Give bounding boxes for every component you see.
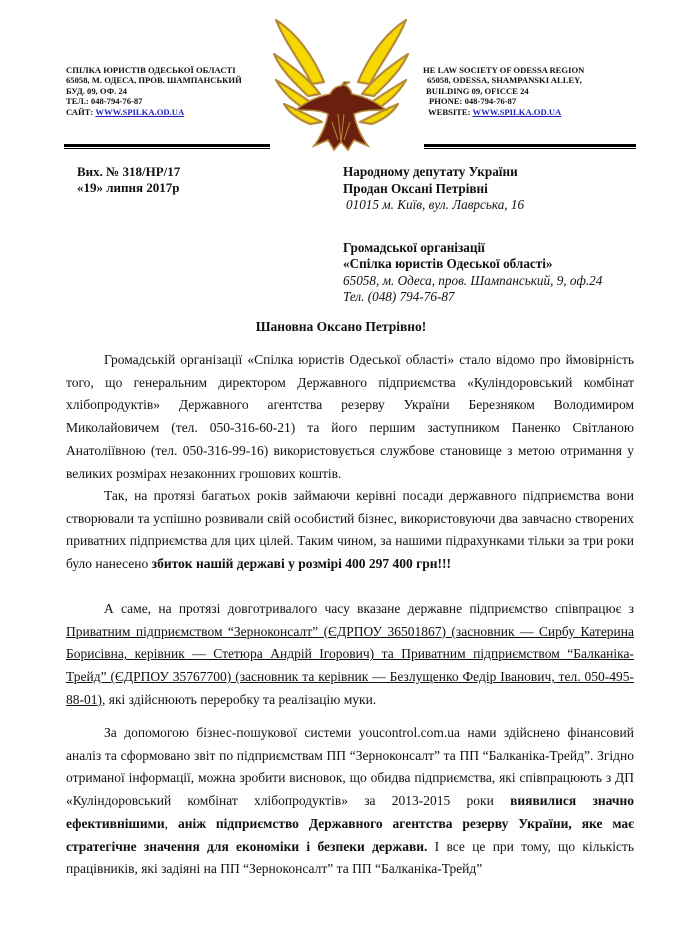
paragraph-2	[66, 485, 634, 576]
site-link-ua[interactable]: WWW.SPILKA.OD.UA	[95, 106, 185, 117]
header-divider-left	[64, 144, 270, 150]
recipient-address: 01015 м. Київ, вул. Лаврська, 16	[346, 197, 525, 212]
outgoing-date: «19» липня 2017р	[77, 180, 180, 195]
phoenix-emblem-icon	[268, 14, 414, 154]
org-name-en: HE LAW SOCIETY OF ODESSA REGION	[423, 65, 585, 75]
paragraph-4	[66, 722, 634, 881]
sender-title: Громадської організації	[343, 239, 485, 255]
paragraph-2-text: Так, на протязі багатьох років займаючи керівні посади державного підприємства вони створювали та успішно розвивали свій особистий бізнес, використовуючи два завчасно створених приватних підприємства для цих цілей. Таким чином, за нашими підрахунками тільки за три роки було нанесено	[66, 488, 634, 572]
letterhead-right	[423, 65, 584, 117]
private-enterprises-details: Приватним підприємством “Зерноконсалт” (ЄДРПОУ 36501867) (засновник — Сирбу Катерина Борисівна, керівник — Стетюра Андрій Ігорович) та Приватним підприємством “Балканіка-Трейд” (ЄДРПОУ 35767700) (засновник та керівник — Безлущенко Федір Іванович, тел. 050-495-88-01)	[66, 623, 634, 707]
address-line-1-ua: 65058, М. ОДЕСА, ПРОВ. ШАМПАНСЬКИЙ	[66, 75, 242, 86]
site-link-en[interactable]: WWW.SPILKA.OD.UA	[472, 106, 562, 117]
damage-amount: збиток нашій державі у розмірі 400 297 400 грн!!!	[151, 556, 452, 572]
sender-name: «Спілка юристів Одеської області»	[343, 256, 553, 271]
paragraph-3-tail: , які здійснюють переробку та реалізацію муки.	[102, 691, 377, 707]
paragraph-4-bold-1: виявилися значно ефективнішими	[66, 793, 634, 831]
recipient-title: Народному депутату України	[343, 164, 518, 179]
header-divider-right	[424, 144, 636, 150]
paragraph-4-bold-2: аніж підприємство Державного агентства резерву України, яке має стратегічне значення для економіки і безпеки держави.	[66, 815, 635, 854]
paragraph-4-mid: ,	[164, 815, 178, 831]
sender-phone: Тел. (048) 794-76-87	[343, 289, 455, 304]
org-name-ua: СПІЛКА ЮРИСТІВ ОДЕСЬКОЇ ОБЛАСТІ	[66, 65, 236, 75]
paragraph-4-text: За допомогою бізнес-пошукової системи youcontrol.com.ua нами здійснено фінансовий аналіз та сформовано звіт по підприємствам ПП “Зерноконсалт” та ПП “Балканіка-Трейд”. Згідно отриманої інформації, можна зробити висновок, що обидва підприємства, які співпрацюють з ДП «Кулiндоровський комбінат хлібопродуктів» за 2013-2015 роки	[66, 725, 634, 809]
phone-ua: ТЕЛ.: 048-794-76-87	[66, 96, 143, 107]
paragraph-3	[66, 598, 634, 712]
addressee-block	[343, 164, 602, 306]
salutation: Шановна Оксано Петрівно!	[255, 319, 427, 334]
address-line-2-ua: БУД. 09, ОФ. 24	[66, 85, 127, 96]
paragraph-4-tail: І все це при тому, що кількість працівників, які задіяні на ПП “Зерноконсалт” та ПП “Балканіка-Трейд”	[66, 838, 634, 877]
sender-address: 65058, м. Одеса, пров. Шампанський, 9, оф.24	[343, 272, 603, 288]
address-line-2-en: BUILDING 09, OFICCE 24	[426, 85, 529, 96]
paragraph-1	[66, 349, 634, 485]
recipient-name: Продан Оксані Петрівні	[343, 180, 488, 196]
site-label-en: WEBSITE:	[428, 106, 473, 117]
site-label-ua: САЙТ:	[66, 106, 96, 117]
letterhead-left	[66, 65, 242, 117]
paragraph-1-text: Громадській організації «Спілка юристів Одеської області» стало відомо про ймовірність того, що генеральним директором Державного підприємства «Кулiндоровський комбінат хлібопродуктів» Державного агентства резерву України Березняком Володимиром Миколайовичем (тел. 050-316-60-21) та його першим заступником Паненко Світланою Анатоліївною (тел. 050-316-99-16) використовується службове становище з метою отримання у великих розмірах незаконних грошових коштів.	[66, 352, 634, 481]
address-line-1-en: 65058, ODESSA, SHAMPANSKI ALLEY,	[427, 75, 582, 86]
paragraph-3-text: А саме, на протязі довготривалого часу вказане державне підприємство співпрацює з	[104, 601, 634, 616]
site-ua	[66, 107, 242, 117]
site-en	[423, 107, 584, 117]
phone-en: PHONE: 048-794-76-87	[429, 96, 517, 107]
outgoing-number: Вих. № 318/НР/17	[77, 164, 181, 179]
outgoing-reference	[77, 164, 180, 196]
